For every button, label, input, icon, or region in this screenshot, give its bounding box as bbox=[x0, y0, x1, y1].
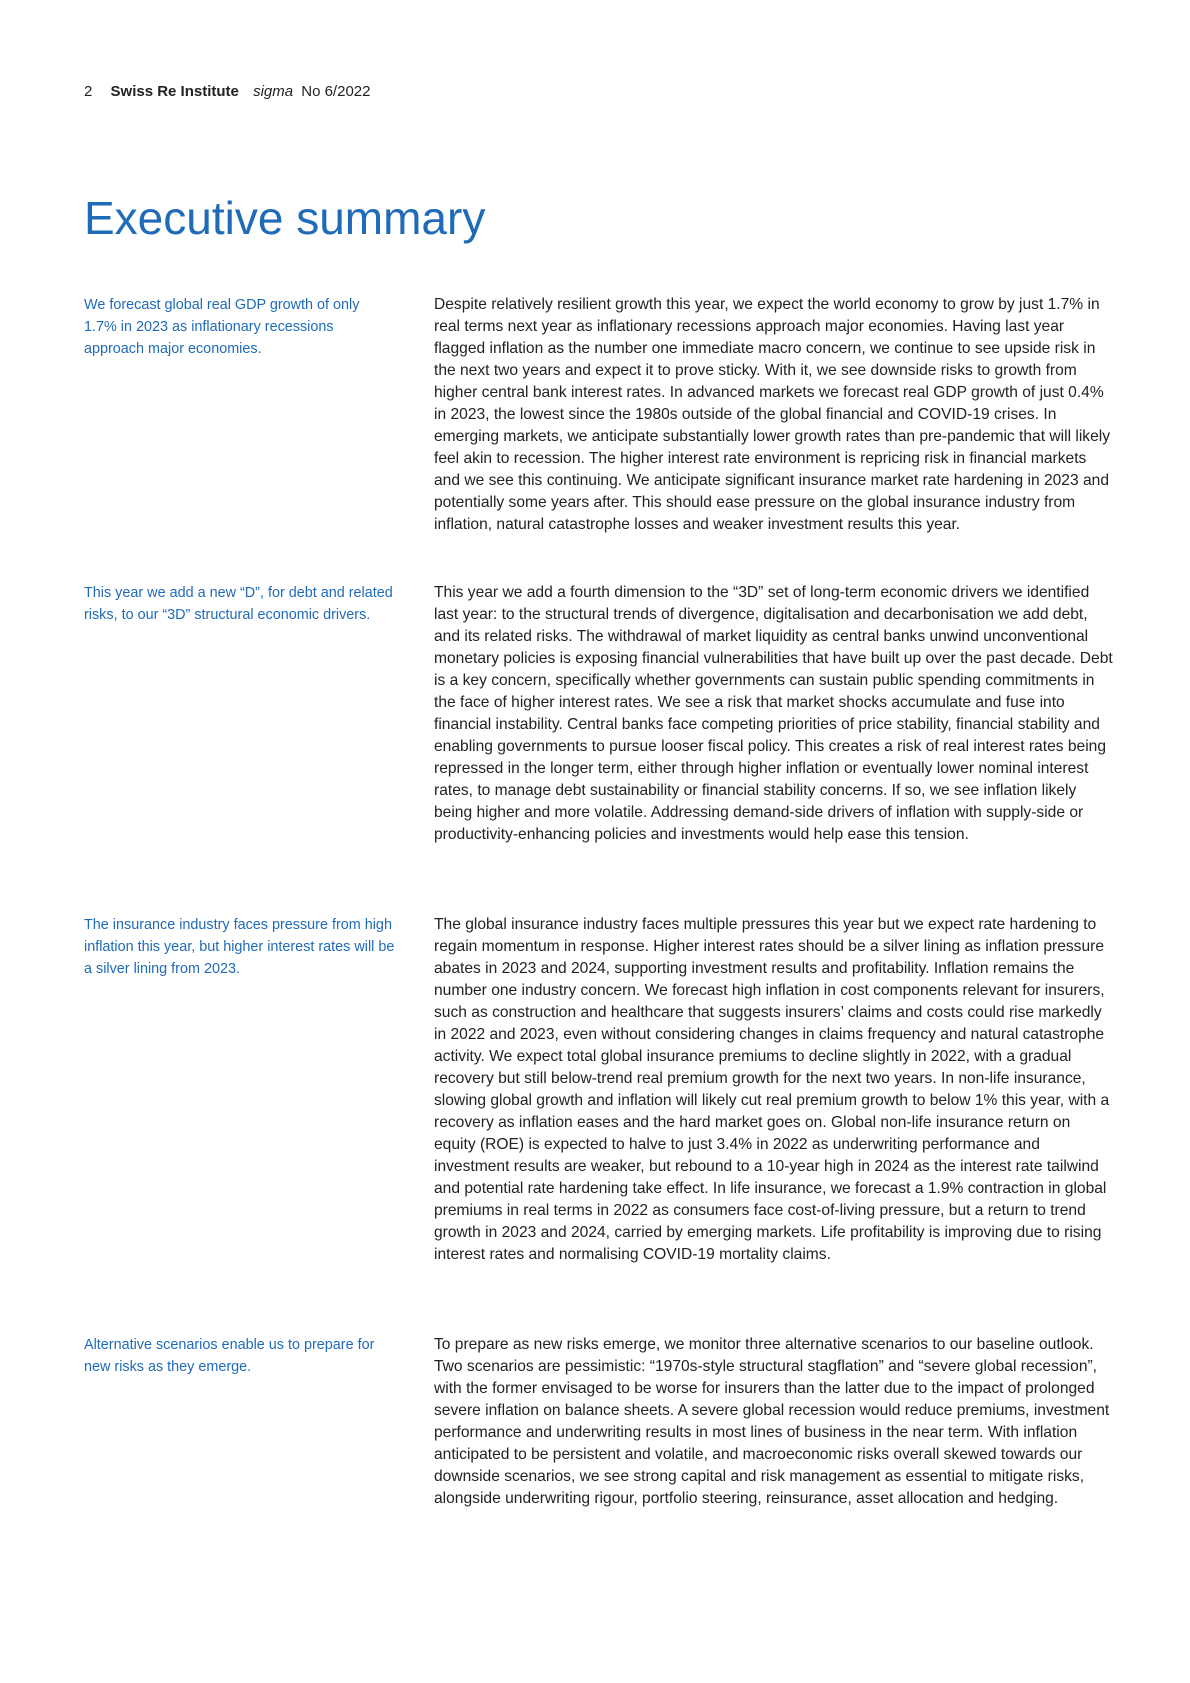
running-header bbox=[84, 82, 370, 102]
publisher-name: Swiss Re Institute bbox=[110, 83, 239, 100]
body-paragraph: To prepare as new risks emerge, we monitor three alternative scenarios to our baseline outlook. Two scenarios are pessimistic: “1970s-style structural stagflation” and “severe global recession”, with the former envisaged to be worse for insurers than the latter due to the impact of prolonged severe inflation on balance sheets. A severe global recession would reduce premiums, investment performance and underwriting results in most lines of business in the near term. With inflation anticipated to be persistent and volatile, and macroeconomic risks overall skewed towards our downside scenarios, we see strong capital and risk management as essential to mitigate risks, alongside underwriting rigour, portfolio steering, reinsurance, asset allocation and hedging. bbox=[434, 1336, 1110, 1507]
side-note: Alternative scenarios enable us to prepare for new risks as they emerge. bbox=[84, 1337, 375, 1375]
page-number: 2 bbox=[84, 83, 93, 100]
side-note: We forecast global real GDP growth of only 1.7% in 2023 as inflationary recessions approach major economies. bbox=[84, 297, 360, 357]
side-note: The insurance industry faces pressure from high inflation this year, but higher interest rates will be a silver lining from 2023. bbox=[84, 917, 395, 977]
side-note: This year we add a new “D”, for debt and related risks, to our “3D” structural economic drivers. bbox=[84, 585, 393, 623]
series-name: sigma bbox=[253, 83, 294, 100]
body-paragraph: The global insurance industry faces multiple pressures this year but we expect rate hardening to regain momentum in response. Higher interest rates should be a silver lining as inflation pressure abates in 2023 and 2024, supporting investment results and profitability. Inflation remains the number one industry concern. We forecast high inflation in cost components relevant for insurers, such as construction and healthcare that suggests insurers’ claims and costs could rise markedly in 2022 and 2023, even without considering changes in claims frequency and natural catastrophe activity. We expect total global insurance premiums to decline slightly in 2022, with a gradual recovery but still below-trend real premium growth for the next two years. In non-life insurance, slowing global growth and inflation will likely cut real premium growth to below 1% this year, with a recovery as inflation eases and the hard market goes on. Global non-life insurance return on equity (ROE) is expected to halve to just 3.4% in 2022 as underwriting performance and investment results are weaker, but rebound to a 10-year high in 2024 as the interest rate tailwind and potential rate hardening take effect. In life insurance, we forecast a 1.9% contraction in global premiums in real terms in 2022 as consumers face cost-of-living pressure, but a return to trend growth in 2023 and 2024, carried by emerging markets. Life profitability is improving due to rising interest rates and normalising COVID-19 mortality claims. bbox=[434, 916, 1110, 1263]
page-title: Executive summary bbox=[84, 192, 486, 244]
issue-number: No 6/2022 bbox=[301, 83, 371, 100]
body-paragraph: Despite relatively resilient growth this year, we expect the world economy to grow by just 1.7% in real terms next year as inflationary recessions approach major economies. Having last year flagged inflation as the number one immediate macro concern, we continue to see upside risk in the next two years and expect it to prove sticky. With it, we see downside risks to growth from higher central bank interest rates. In advanced markets we forecast real GDP growth of just 0.4% in 2023, the lowest since the 1980s outside of the global financial and COVID-19 crises. In emerging markets, we anticipate substantially lower growth rates than pre-pandemic that will likely feel akin to recession. The higher interest rate environment is repricing risk in financial markets and we see this continuing. We anticipate significant insurance market rate hardening in 2023 and potentially some years after. This should ease pressure on the global insurance industry from inflation, natural catastrophe losses and weaker investment results this year. bbox=[434, 296, 1111, 533]
body-paragraph: This year we add a fourth dimension to the “3D” set of long-term economic drivers we identified last year: to the structural trends of divergence, digitalisation and decarbonisation we add debt, and its related risks. The withdrawal of market liquidity as central banks unwind unconventional monetary policies is exposing financial vulnerabilities that have built up over the past decade. Debt is a key concern, specifically whether governments can sustain public spending commitments in the face of higher interest rates. We see a risk that market shocks accumulate and fuse into financial instability. Central banks face competing priorities of price stability, financial stability and enabling governments to pursue looser fiscal policy. This creates a risk of real interest rates being repressed in the longer term, either through higher inflation or eventually lower nominal interest rates, to manage debt sustainability or financial stability concerns. If so, we see inflation likely being higher and more volatile. Addressing demand-side drivers of inflation with supply-side or productivity-enhancing policies and investments would help ease this tension. bbox=[434, 584, 1113, 843]
